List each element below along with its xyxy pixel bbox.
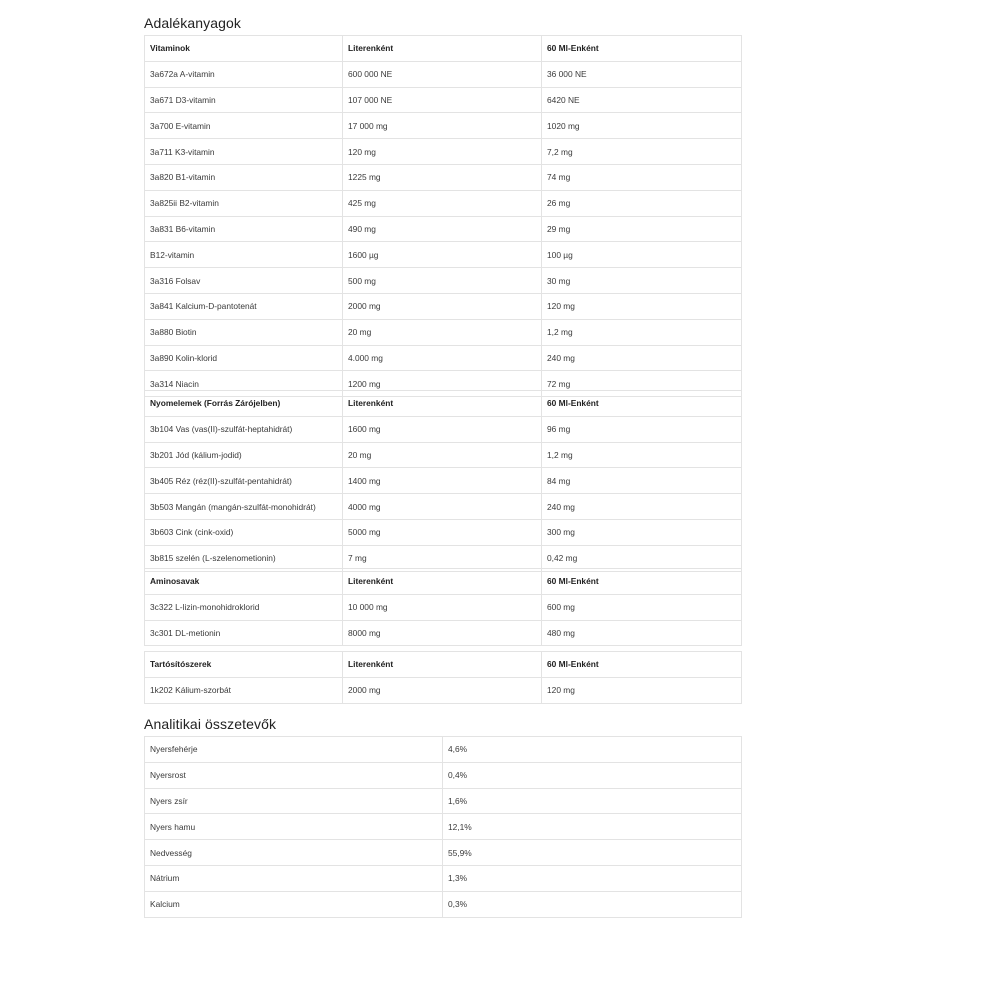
column-header: 60 Ml-Enként [542, 569, 742, 595]
table-cell: 120 mg [542, 293, 742, 319]
table-row [145, 113, 742, 139]
table-cell: 500 mg [343, 268, 542, 294]
table-cell: 300 mg [542, 519, 742, 545]
table-cell: 5000 mg [343, 519, 542, 545]
table-cell: 3a825ii B2-vitamin [145, 190, 343, 216]
table-cell: 4.000 mg [343, 345, 542, 371]
table-cell: 3a711 K3-vitamin [145, 139, 343, 165]
table-cell: Kalcium [145, 891, 443, 917]
table-row [145, 242, 742, 268]
table-cell: 7,2 mg [542, 139, 742, 165]
table-cell: B12-vitamin [145, 242, 343, 268]
table-cell: 1,3% [443, 865, 742, 891]
table-row [145, 416, 742, 442]
table-row [145, 319, 742, 345]
table-cell: 8000 mg [343, 620, 542, 646]
table-cell: 0,42 mg [542, 545, 742, 571]
table-cell: 74 mg [542, 164, 742, 190]
table-cell: 1225 mg [343, 164, 542, 190]
table-cell: 0,4% [443, 762, 742, 788]
table-row [145, 840, 742, 866]
table-cell: 20 mg [343, 319, 542, 345]
column-header: 60 Ml-Enként [542, 652, 742, 678]
table-row [145, 519, 742, 545]
trace-elements-table [144, 390, 742, 572]
table-cell: 4,6% [443, 737, 742, 763]
analytical-table [144, 736, 742, 918]
table-cell: 1600 µg [343, 242, 542, 268]
table-row [145, 891, 742, 917]
column-header: Literenként [343, 652, 542, 678]
table-row [145, 345, 742, 371]
table-cell: 20 mg [343, 442, 542, 468]
table-cell: 17 000 mg [343, 113, 542, 139]
table-cell: 490 mg [343, 216, 542, 242]
table-cell: 1020 mg [542, 113, 742, 139]
table-cell: 600 mg [542, 594, 742, 620]
table-cell: 107 000 NE [343, 87, 542, 113]
table-cell: 3a831 B6-vitamin [145, 216, 343, 242]
table-row [145, 814, 742, 840]
table-cell: 96 mg [542, 416, 742, 442]
table-cell: 3c301 DL-metionin [145, 620, 343, 646]
table-cell: Nyers zsír [145, 788, 443, 814]
table-header-row [145, 391, 742, 417]
table-row [145, 216, 742, 242]
table-cell: 1,2 mg [542, 319, 742, 345]
column-header: Aminosavak [145, 569, 343, 595]
table-cell: 1400 mg [343, 468, 542, 494]
table-row [145, 61, 742, 87]
column-header: Tartósítószerek [145, 652, 343, 678]
table-cell: 120 mg [343, 139, 542, 165]
table-row [145, 468, 742, 494]
table-cell: 600 000 NE [343, 61, 542, 87]
table-cell: 1k202 Kálium-szorbát [145, 677, 343, 703]
table-cell: 3b104 Vas (vas(II)-szulfát-heptahidrát) [145, 416, 343, 442]
analytical-heading: Analitikai összetevők [144, 716, 277, 732]
table-cell: 1200 mg [343, 371, 542, 397]
amino-acids-table [144, 568, 742, 646]
table-cell: 6420 NE [542, 87, 742, 113]
table-cell: 84 mg [542, 468, 742, 494]
column-header: Nyomelemek (Forrás Zárójelben) [145, 391, 343, 417]
column-header: Literenként [343, 569, 542, 595]
table-cell: 3a314 Niacin [145, 371, 343, 397]
table-cell: 425 mg [343, 190, 542, 216]
table-cell: 480 mg [542, 620, 742, 646]
table-cell: Nyersfehérje [145, 737, 443, 763]
table-cell: 26 mg [542, 190, 742, 216]
column-header: Literenként [343, 36, 542, 62]
table-row [145, 737, 742, 763]
table-cell: 1600 mg [343, 416, 542, 442]
table-cell: 55,9% [443, 840, 742, 866]
table-cell: 3a700 E-vitamin [145, 113, 343, 139]
table-cell: 3a671 D3-vitamin [145, 87, 343, 113]
column-header: Literenként [343, 391, 542, 417]
table-cell: 3a841 Kalcium-D-pantotenát [145, 293, 343, 319]
table-row [145, 190, 742, 216]
table-row [145, 139, 742, 165]
table-cell: 120 mg [542, 677, 742, 703]
table-cell: 10 000 mg [343, 594, 542, 620]
table-row [145, 164, 742, 190]
table-row [145, 594, 742, 620]
table-row [145, 865, 742, 891]
table-cell: Nedvesség [145, 840, 443, 866]
table-cell: 3b815 szelén (L-szelenometionin) [145, 545, 343, 571]
table-cell: 3b405 Réz (réz(II)-szulfát-pentahidrát) [145, 468, 343, 494]
table-cell: 72 mg [542, 371, 742, 397]
table-cell: Nátrium [145, 865, 443, 891]
additives-heading: Adalékanyagok [144, 15, 242, 31]
table-cell: 36 000 NE [542, 61, 742, 87]
table-row [145, 268, 742, 294]
table-cell: 240 mg [542, 345, 742, 371]
table-header-row [145, 569, 742, 595]
table-cell: 3a880 Biotin [145, 319, 343, 345]
table-cell: 3a820 B1-vitamin [145, 164, 343, 190]
table-cell: 3c322 L-lizin-monohidroklorid [145, 594, 343, 620]
table-row [145, 762, 742, 788]
table-row [145, 677, 742, 703]
table-cell: 1,6% [443, 788, 742, 814]
table-cell: 4000 mg [343, 494, 542, 520]
table-cell: 29 mg [542, 216, 742, 242]
table-cell: 3b201 Jód (kálium-jodid) [145, 442, 343, 468]
column-header: 60 Ml-Enként [542, 36, 742, 62]
table-row [145, 494, 742, 520]
table-cell: 3b603 Cink (cink-oxid) [145, 519, 343, 545]
table-cell: 0,3% [443, 891, 742, 917]
table-header-row [145, 652, 742, 678]
table-row [145, 788, 742, 814]
table-cell: 3a890 Kolin-klorid [145, 345, 343, 371]
preservatives-table [144, 651, 742, 704]
table-row [145, 293, 742, 319]
table-cell: Nyers hamu [145, 814, 443, 840]
table-cell: 3a316 Folsav [145, 268, 343, 294]
table-cell: 7 mg [343, 545, 542, 571]
table-cell: 30 mg [542, 268, 742, 294]
column-header: 60 Ml-Enként [542, 391, 742, 417]
table-row [145, 442, 742, 468]
table-cell: 3a672a A-vitamin [145, 61, 343, 87]
table-row [145, 620, 742, 646]
table-cell: 3b503 Mangán (mangán-szulfát-monohidrát) [145, 494, 343, 520]
table-cell: 2000 mg [343, 293, 542, 319]
table-cell: 12,1% [443, 814, 742, 840]
column-header: Vitaminok [145, 36, 343, 62]
table-cell: 2000 mg [343, 677, 542, 703]
vitamins-table [144, 35, 742, 397]
table-row [145, 87, 742, 113]
table-cell: 1,2 mg [542, 442, 742, 468]
table-header-row [145, 36, 742, 62]
table-cell: Nyersrost [145, 762, 443, 788]
table-cell: 240 mg [542, 494, 742, 520]
table-cell: 100 µg [542, 242, 742, 268]
